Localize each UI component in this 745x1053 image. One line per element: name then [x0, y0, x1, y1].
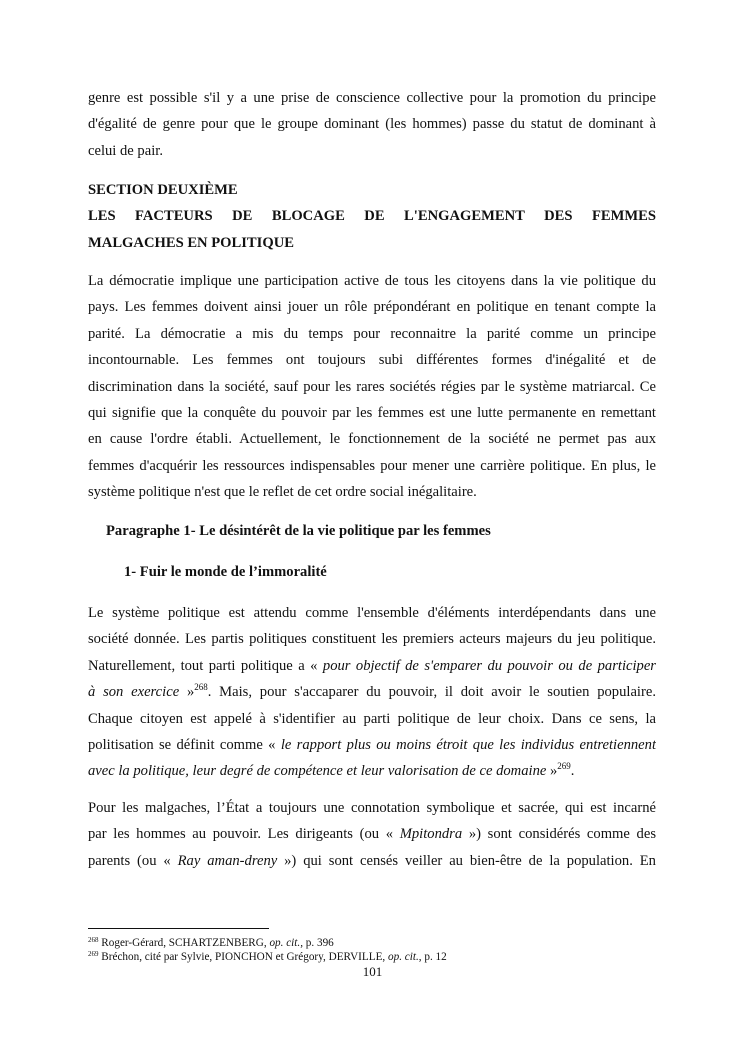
italic-text: à son exercice: [88, 684, 180, 701]
text-line: [88, 294, 656, 320]
text-line: [88, 626, 656, 652]
para-malgaches: [88, 795, 656, 874]
text-line: [88, 732, 656, 758]
text-run: Roger-Gérard, SCHARTZENBERG,: [98, 937, 270, 949]
text-run: Pour les malgaches, l’État a toujours une connotation symbolique et sacrée, qui est incarné: [88, 800, 656, 816]
subheading: [124, 559, 656, 585]
italic-text: pour objectif de s'emparer du pouvoir ou de participer: [322, 657, 656, 674]
text-run: ») sont considérés comme des: [462, 826, 656, 843]
text-line: [88, 321, 656, 347]
text-line: [88, 138, 656, 164]
text-run: parents (ou «: [88, 852, 178, 869]
italic-text: op. cit.: [388, 951, 419, 963]
text-run: discrimination dans la société, sauf pour les rares sociétés régies par le système matriarcal. Ce: [88, 378, 656, 395]
footnote-ref: 268: [194, 682, 208, 693]
italic-text: Ray aman-dreny: [177, 852, 278, 869]
text-line: [106, 518, 656, 544]
text-run: parité. La démocratie a mis du temps pour reconnaitre la parité comme un principe: [88, 325, 656, 342]
text-run: MALGACHES EN POLITIQUE: [88, 234, 294, 251]
text-line: [88, 600, 656, 626]
text-run: femmes d'acquérir les ressources indispensables pour mener une carrière politique. En plus, le: [88, 457, 656, 474]
italic-text: Mpitondra: [399, 826, 463, 843]
text-run: SECTION DEUXIÈME: [88, 182, 238, 198]
italic-text: avec la politique, leur degré de compétence et leur valorisation de ce domaine: [88, 763, 547, 780]
paragraph-heading: [106, 518, 656, 544]
footnote: [88, 950, 447, 964]
text-line: [88, 111, 656, 137]
text-line: [88, 795, 656, 821]
text-line: [88, 268, 656, 294]
text-run: pays. Les femmes doivent ainsi jouer un rôle prépondérant en politique en tenant compte la: [88, 299, 656, 316]
text-line: [88, 203, 656, 229]
para-intro-continued: [88, 85, 656, 164]
text-line: [88, 230, 656, 256]
text-line: [88, 347, 656, 373]
text-run: »: [179, 684, 195, 701]
text-run: .: [570, 763, 575, 780]
text-line: [88, 453, 656, 479]
text-run: p. 396: [303, 937, 334, 949]
text-line: [88, 848, 656, 874]
text-line: [88, 758, 656, 784]
text-run: Bréchon, cité par Sylvie, PIONCHON et Grégory, DERVILLE,: [98, 951, 388, 963]
text-run: société donnée. Les partis politiques constituent les premiers acteurs majeurs du jeu politique.: [88, 631, 656, 648]
footnote-separator: [88, 928, 269, 929]
para-democratie: [88, 268, 656, 506]
text-run: d'égalité de genre pour que le groupe dominant (les hommes) passe du statut de dominant à: [88, 116, 656, 133]
text-line: [88, 679, 656, 705]
text-run: genre est possible s'il y a une prise de conscience collective pour la promotion du principe: [88, 90, 656, 106]
text-line: [88, 426, 656, 452]
text-line: [88, 479, 656, 505]
text-run: Chaque citoyen est appelé à s'identifier au parti politique de leur choix. Dans ce sens, la: [88, 710, 656, 727]
text-run: politisation se définit comme «: [88, 736, 281, 753]
page-number: 101: [362, 964, 383, 979]
text-run: , p. 12: [418, 951, 447, 963]
text-line: [88, 706, 656, 732]
footnote-ref: 269: [88, 950, 99, 958]
footnote: [88, 936, 334, 950]
text-run: La démocratie implique une participation active de tous les citoyens dans la vie politique du: [88, 273, 656, 289]
text-run: »: [546, 763, 558, 780]
para-systeme-politique: [88, 600, 656, 785]
text-line: [88, 374, 656, 400]
footnote-ref: 269: [557, 761, 571, 772]
text-line: [124, 559, 656, 585]
text-line: [88, 400, 656, 426]
text-run: qui signifie que la conquête du pouvoir par les femmes est une lutte permanente en remettant: [88, 404, 656, 421]
italic-text: op. cit.,: [269, 937, 303, 949]
text-run: celui de pair.: [88, 142, 163, 159]
text-run: LES FACTEURS DE BLOCAGE DE L'ENGAGEMENT DES FEMMES: [88, 208, 656, 225]
footnote-ref: 268: [88, 936, 99, 944]
text-line: [88, 821, 656, 847]
text-run: Paragraphe 1- Le désintérêt de la vie politique par les femmes: [106, 523, 491, 539]
text-line: [88, 177, 656, 203]
text-run: système politique n'est que le reflet de cet ordre social inégalitaire.: [88, 484, 477, 501]
text-run: Le système politique est attendu comme l'ensemble d'éléments interdépendants dans une: [88, 605, 656, 621]
text-line: [88, 653, 656, 679]
italic-text: le rapport plus ou moins étroit que les individus entretiennent: [280, 736, 656, 753]
text-run: en cause l'ordre établi. Actuellement, le fonctionnement de la société ne permet pas aux: [88, 431, 656, 448]
text-run: . Mais, pour s'accaparer du pouvoir, il doit avoir le soutien populaire.: [207, 684, 656, 701]
text-line: [88, 85, 656, 111]
section-heading: [88, 177, 656, 256]
text-run: incontournable. Les femmes ont toujours subi différentes formes d'inégalité et de: [88, 352, 656, 369]
text-run: ») qui sont censés veiller au bien-être de la population. En: [277, 852, 656, 869]
text-run: Naturellement, tout parti politique a «: [88, 657, 323, 674]
text-run: par les hommes au pouvoir. Les dirigeants (ou «: [88, 826, 400, 843]
text-run: 1- Fuir le monde de l’immoralité: [124, 564, 327, 580]
